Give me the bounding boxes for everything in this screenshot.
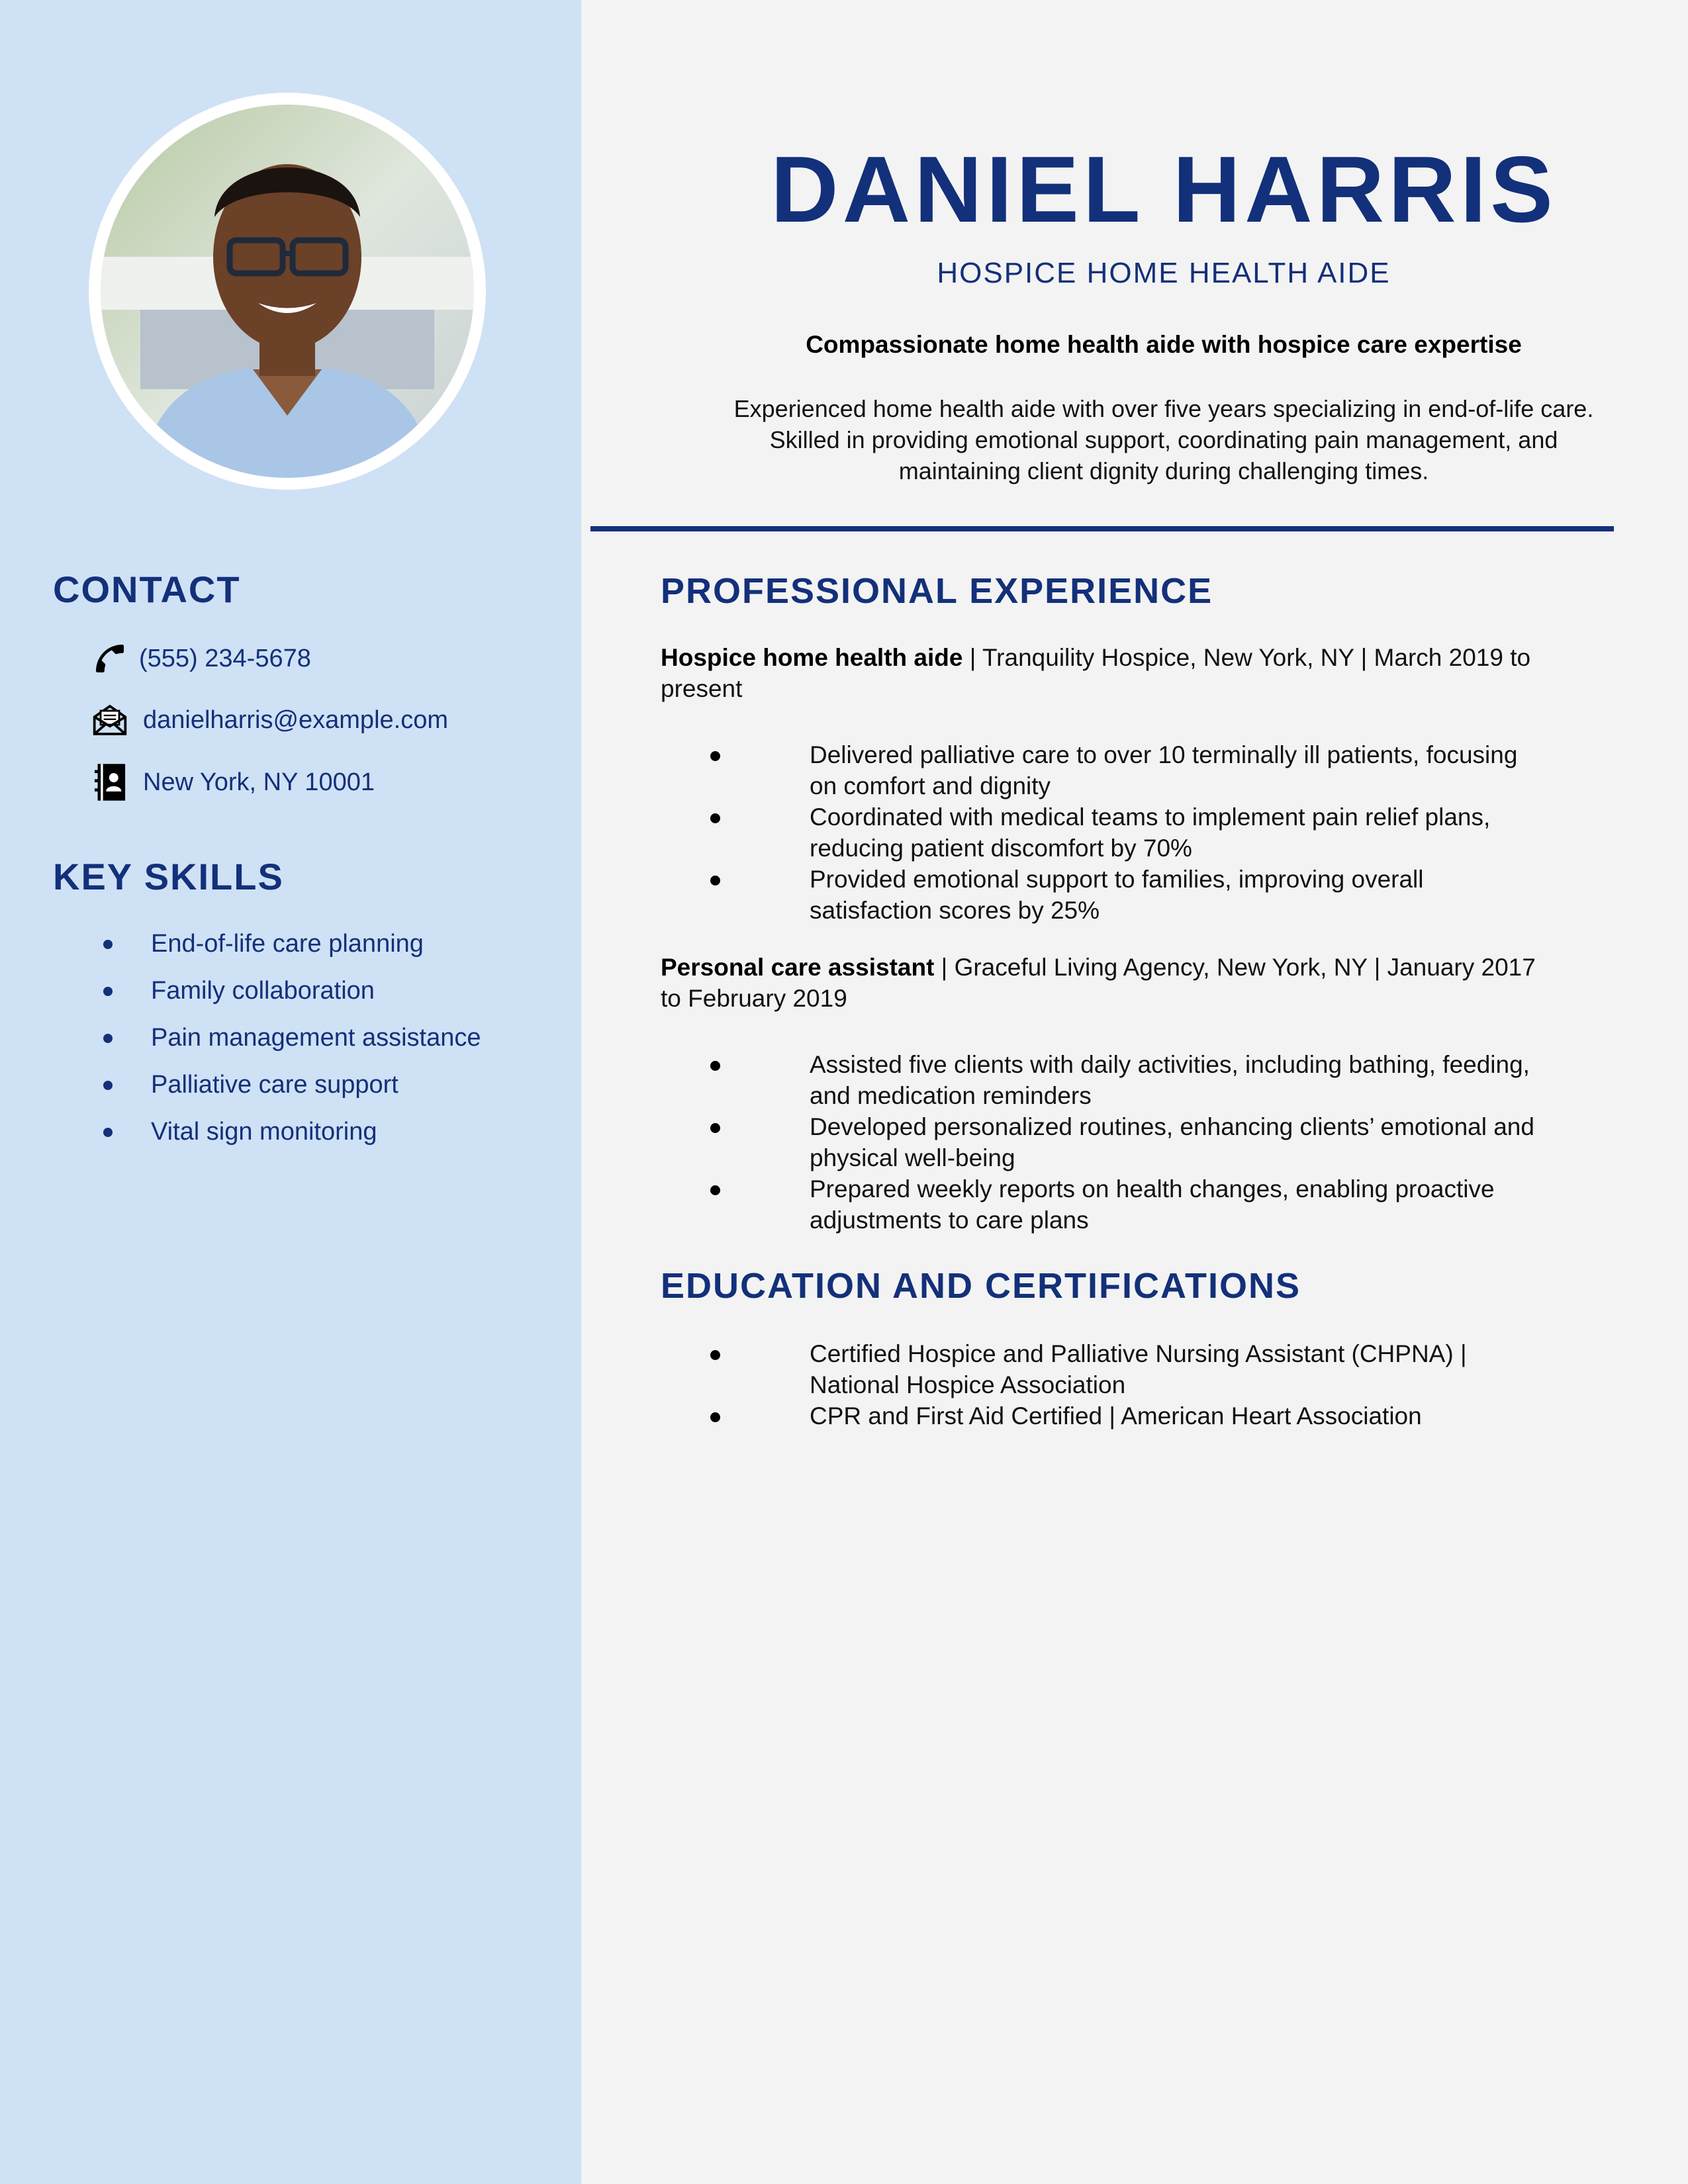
key-skills-heading: KEY SKILLS (53, 856, 284, 897)
skill-item: Family collaboration (99, 972, 481, 1019)
education-item: Certified Hospice and Palliative Nursing Assistant (CHPNA) | National Hospice Association (710, 1338, 1544, 1400)
job-bullets (710, 739, 1544, 926)
job-bullet: Assisted five clients with daily activities, including bathing, feeding, and medication reminders (710, 1049, 1544, 1111)
main-content (581, 0, 1688, 2184)
education-heading: EDUCATION AND CERTIFICATIONS (661, 1266, 1301, 1306)
skill-item: End-of-life care planning (99, 925, 481, 972)
envelope-icon (90, 700, 130, 740)
tagline: Compassionate home health aide with hospice care expertise (806, 331, 1522, 358)
contact-phone (90, 639, 311, 678)
job-details: | Tranquility Hospice, New York, NY | March 2019 to present (661, 644, 1531, 702)
sidebar (0, 0, 581, 2184)
candidate-name: DANIEL HARRIS (771, 137, 1557, 242)
skills-list (99, 925, 481, 1160)
experience-heading: PROFESSIONAL EXPERIENCE (661, 571, 1213, 611)
phone-icon (90, 639, 130, 678)
job-bullet: Delivered palliative care to over 10 terminally ill patients, focusing on comfort and dignity (710, 739, 1544, 801)
contact-location (90, 762, 375, 802)
contact-email (90, 700, 448, 740)
contact-card-icon (90, 762, 130, 802)
job-bullet: Prepared weekly reports on health changes, enabling proactive adjustments to care plans (710, 1173, 1544, 1236)
summary: Experienced home health aide with over five years specializing in end-of-life care. Skilled in providing emotional support, coordinating pain management, and maintaining client dignity during challenging times. (733, 395, 1594, 484)
header-divider (590, 526, 1614, 531)
candidate-role: HOSPICE HOME HEALTH AIDE (937, 257, 1391, 289)
job-header (661, 642, 1541, 704)
contact-heading: CONTACT (53, 569, 241, 610)
skill-item: Vital sign monitoring (99, 1113, 481, 1160)
job-header (661, 952, 1541, 1014)
email-text: danielharris@example.com (143, 705, 448, 734)
job-bullets (710, 1049, 1544, 1236)
location-text: New York, NY 10001 (143, 768, 375, 796)
job-bullet: Provided emotional support to families, improving overall satisfaction scores by 25% (710, 864, 1544, 926)
profile-photo (101, 105, 474, 478)
phone-text: (555) 234-5678 (139, 644, 311, 672)
profile-photo-frame (89, 93, 486, 490)
job-details: | Graceful Living Agency, New York, NY | January 2017 to February 2019 (661, 954, 1536, 1012)
job-bullet: Developed personalized routines, enhancing clients’ emotional and physical well-being (710, 1111, 1544, 1173)
education-list (710, 1338, 1544, 1432)
education-item: CPR and First Aid Certified | American Heart Association (710, 1400, 1544, 1432)
job-title: Hospice home health aide (661, 644, 963, 671)
job-title: Personal care assistant (661, 954, 935, 981)
skill-item: Pain management assistance (99, 1019, 481, 1066)
skill-item: Palliative care support (99, 1066, 481, 1113)
job-bullet: Coordinated with medical teams to implement pain relief plans, reducing patient discomfort by 70% (710, 801, 1544, 864)
